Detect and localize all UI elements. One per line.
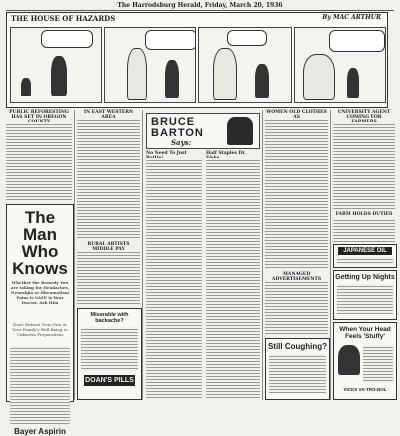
japanese-oil-ad — [333, 244, 397, 268]
ad-brand: Bayer Aspirin — [14, 427, 66, 436]
col4-article-text — [265, 118, 328, 268]
bruce-barton-header — [146, 113, 260, 149]
ad-title: The Man Who Knows — [12, 208, 68, 278]
comic-title: THE HOUSE OF HAZARDS — [11, 14, 116, 23]
col1-headline: PUBLIC REFORESTING HAS SET IN OREGON — [9, 110, 69, 120]
ad-body-text — [363, 345, 393, 383]
col5-article-text-2 — [333, 218, 395, 242]
man-who-knows-ad — [6, 204, 74, 436]
vicks-ad — [333, 322, 397, 400]
column-rule — [74, 110, 75, 400]
column-name: BRUCE — [151, 116, 196, 128]
comic-author: By MAC ARTHUR — [322, 14, 381, 21]
col5-article-text — [333, 122, 395, 210]
col2-article-text — [77, 118, 140, 238]
comic-figure — [21, 78, 31, 96]
ad-warning: Don't Entrust Your Own or Your Family's Well-Being to Unknown Preparations — [12, 322, 68, 337]
cough-ad — [265, 338, 330, 400]
comic-figure — [127, 48, 147, 100]
ad-subtitle: Whether the Remedy You are taking for Headaches, Neuralgia or Rheumatism Pains is SAFE is Your Doctor. Ask Him — [10, 280, 70, 305]
comic-figure — [213, 48, 237, 100]
masthead-rule — [6, 10, 394, 11]
ad-body-text — [337, 284, 393, 314]
speech-bubble — [329, 30, 385, 52]
ad-title: Miserable with backache? — [90, 312, 129, 324]
speech-bubble — [41, 30, 93, 48]
col4-article-text-2 — [265, 280, 328, 334]
comic-panel-1 — [10, 27, 102, 103]
ad-brand: DOAN'S PILLS — [85, 377, 134, 384]
col2-article-text-2 — [77, 250, 140, 304]
portrait-photo — [227, 117, 253, 145]
ad-body-text — [10, 346, 70, 424]
ad-body-text — [337, 257, 393, 265]
masthead: The Harrodsburg Herald, Friday, March 20, 1936 — [117, 2, 283, 9]
col1-article-text — [6, 122, 72, 200]
bruce-heading-2: Half Staples Dr. — [206, 151, 246, 156]
col5-headline-2: FARM HOLDS DUTIES — [335, 212, 393, 217]
col2-headline: IN EAST WESTERN — [83, 110, 134, 115]
comic-figure — [255, 64, 269, 98]
ad-brand: VICKS VA-TRO-NOL — [343, 387, 387, 392]
col4-headline: WOMEN OLD CLOTHES — [266, 110, 327, 115]
ad-illustration — [338, 345, 360, 375]
ad-title: Still Coughing? — [267, 342, 328, 351]
speech-bubble — [227, 30, 267, 46]
getting-up-nights-ad — [333, 270, 397, 320]
comic-figure — [303, 54, 335, 100]
doans-pills-ad — [77, 308, 142, 400]
col2-headline-2: RURAL ARTISTS — [87, 242, 130, 247]
comic-figure — [51, 56, 67, 96]
col5-headline: UNIVERSITY AGENT COMING FOR — [337, 110, 391, 120]
column-rule — [142, 110, 143, 400]
ad-body-text — [81, 327, 138, 371]
bruce-heading: No Need To Just — [146, 151, 187, 156]
column-rule — [262, 110, 263, 400]
ad-title: When Your Head Feels 'Stuffy' — [339, 326, 391, 340]
comic-panel-3 — [198, 27, 292, 103]
comic-figure — [165, 60, 179, 98]
column-says: Says: — [171, 138, 192, 147]
ad-body-text — [269, 354, 326, 394]
comic-figure — [347, 68, 359, 98]
column-name-2: BARTON — [151, 127, 204, 139]
bruce-article-text-2 — [206, 158, 260, 398]
col4-headline-2: MANAGED — [282, 272, 311, 277]
ad-brand: JAPANESE OIL — [338, 247, 392, 255]
comic-strip — [6, 12, 388, 108]
column-rule — [330, 110, 331, 400]
comic-panel-4 — [294, 27, 386, 103]
speech-bubble — [145, 30, 196, 50]
comic-panel-2 — [104, 27, 196, 103]
ad-title: Getting Up Nights — [335, 274, 395, 281]
bruce-article-text — [146, 158, 202, 398]
